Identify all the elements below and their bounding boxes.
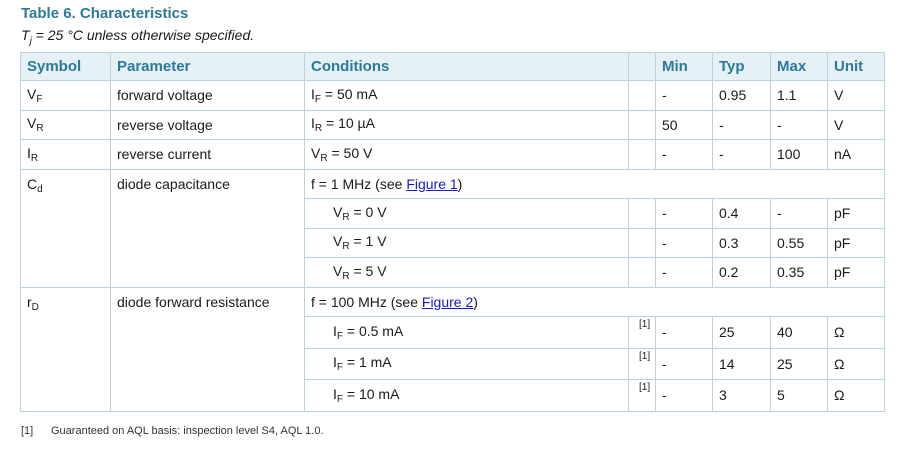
cell-typ: 0.95 [713,81,771,111]
cell-note [629,140,656,170]
cell-unit: Ω [828,380,885,412]
cell-parameter: forward voltage [111,81,305,111]
footnote [21,425,324,437]
cell-parameter: diode forward resistance [111,287,305,411]
cell-typ: 0.3 [713,228,771,258]
figure-1-link[interactable]: Figure 1 [406,175,458,192]
cell-symbol: $I_R$ [21,140,111,170]
cell-typ: 25 [713,317,771,349]
cell-conditions: $V_R = 0$ V [305,199,629,229]
cell-note [629,228,656,258]
cell-unit: Ω [828,317,885,349]
table-title: Table 6. Characteristics [21,5,189,22]
footnote-marker: [1] [21,425,34,437]
cell-conditions: $I_F = 10$ mA [305,380,629,412]
cell-min: 50 [656,110,713,140]
header-parameter: Parameter [111,53,305,81]
subtitle-text: = 25 °C unless otherwise specified. [31,27,255,43]
cell-unit: nA [828,140,885,170]
cell-max: - [771,110,828,140]
cell-parameter: diode capacitance [111,169,305,287]
cell-unit: V [828,81,885,111]
header-symbol: Symbol [21,53,111,81]
header-max: Max [771,53,828,81]
cell-typ: 3 [713,380,771,412]
cell-max: 25 [771,348,828,380]
cell-note [629,258,656,288]
cell-conditions: $V_R = 50$ V [305,140,629,170]
table-row-vf [21,81,885,111]
cell-min: - [656,317,713,349]
cell-min: - [656,258,713,288]
cell-unit: pF [828,199,885,229]
cell-max: 40 [771,317,828,349]
header-min: Min [656,53,713,81]
table-subtitle [21,27,254,47]
cell-min: - [656,81,713,111]
cell-unit: pF [828,258,885,288]
cell-min: - [656,140,713,170]
subtitle-symbol-sub: j [29,35,32,47]
cell-conditions: $I_F = 0.5$ mA [305,317,629,349]
cell-conditions-group: f = 1 MHz (see Figure 1) [305,169,885,199]
header-row [21,53,885,81]
cell-conditions-group: f = 100 MHz (see Figure 2) [305,287,885,317]
header-unit: Unit [828,53,885,81]
cell-symbol: $r_D$ [21,287,111,411]
cell-max: - [771,199,828,229]
cell-max: 0.55 [771,228,828,258]
figure-2-link[interactable]: Figure 2 [421,293,474,310]
cell-symbol: $C_d$ [21,169,111,287]
cell-max: 5 [771,380,828,412]
footnote-ref[interactable]: [1] [629,380,656,412]
header-note [629,53,656,81]
cell-min: - [656,228,713,258]
cell-unit: pF [828,228,885,258]
cell-symbol: $V_F$ [21,81,111,111]
cell-typ: 14 [713,348,771,380]
cell-min: - [656,199,713,229]
cell-max: 1.1 [771,81,828,111]
table-row-cd [21,169,885,199]
cell-note [629,110,656,140]
header-conditions: Conditions [305,53,629,81]
header-typ: Typ [713,53,771,81]
cell-unit: Ω [828,348,885,380]
cell-typ: 0.4 [713,199,771,229]
cell-note [629,81,656,111]
table-row-rd [21,287,885,317]
cell-max: 0.35 [771,258,828,288]
table-row-vr [21,110,885,140]
cell-parameter: reverse voltage [111,110,305,140]
footnote-ref[interactable]: [1] [629,317,656,349]
footnote-text: Guaranteed on AQL basis: inspection level S4, AQL 1.0. [51,425,324,437]
footnote-ref[interactable]: [1] [629,348,656,380]
cell-min: - [656,348,713,380]
table-row-ir [21,140,885,170]
cell-conditions: $I_R = 10$ µA [305,110,629,140]
cell-typ: - [713,110,771,140]
cell-symbol: $V_R$ [21,110,111,140]
cell-unit: V [828,110,885,140]
characteristics-table [20,52,885,412]
cell-min: - [656,380,713,412]
cell-typ: 0.2 [713,258,771,288]
subtitle-symbol: T [21,27,30,43]
cell-note [629,199,656,229]
cell-conditions: $I_F = 1$ mA [305,348,629,380]
cell-parameter: reverse current [111,140,305,170]
cell-conditions: $V_R = 1$ V [305,228,629,258]
cell-conditions: $I_F = 50$ mA [305,81,629,111]
cell-conditions: $V_R = 5$ V [305,258,629,288]
cell-max: 100 [771,140,828,170]
cell-typ: - [713,140,771,170]
